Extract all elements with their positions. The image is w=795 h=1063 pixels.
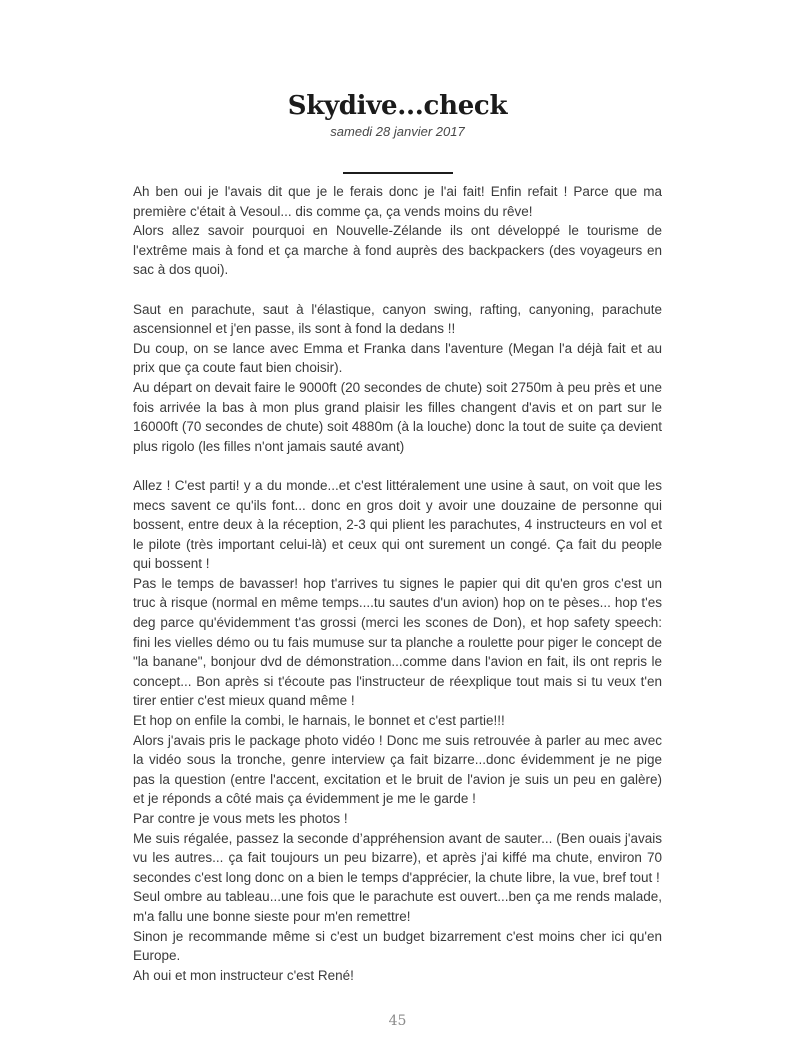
paragraph: Saut en parachute, saut à l'élastique, canyon swing, rafting, canyoning, parachute ascensionnel et j'en passe, ils sont à fond la dedans !! (133, 301, 662, 337)
article-body (133, 182, 662, 985)
paragraph: Me suis régalée, passez la seconde d’appréhension avant de sauter... (Ben ouais j'avais vu les autres... ça fait toujours un peu bizarre), et après j'ai kiffé ma chute, environ 70 secondes c'est long donc on a bien le temps d'apprécier, la chute libre, la vue, bref tout ! (133, 830, 662, 885)
paragraph: Par contre je vous mets les photos ! (133, 811, 348, 826)
paragraph: Ah ben oui je l'avais dit que je le ferais donc je l'ai fait! Enfin refait ! Parce que ma première c'était à Vesoul... dis comme ça, ça vends moins du rêve! (133, 184, 662, 219)
text-block (133, 476, 662, 985)
page-title: Skydive...check (287, 91, 508, 121)
paragraph: Alors j'avais pris le package photo vidéo ! Donc me suis retrouvée à parler au mec avec la vidéo sous la tronche, genre interview ça fait bizarre...donc évidemment je ne pige pas la question (entre l'accent, excitation et le bruit de l'avion je suis un peu en galère) et je réponds a côté mais ça évidemment je me le garde ! (133, 732, 662, 807)
page-footer (0, 1013, 795, 1029)
paragraph: Ah oui et mon instructeur c'est René! (133, 967, 354, 983)
paragraph: Sinon je recommande même si c'est un budget bizarrement c'est moins cher ici qu'en Europe. (133, 928, 662, 964)
post-date: samedi 28 janvier 2017 (330, 124, 465, 139)
paragraph: Alors allez savoir pourquoi en Nouvelle-Zélande ils ont développé le tourisme de l'extrême mais à fond et ça marche à fond auprès des backpackers (des voyageurs en sac à dos quoi). (133, 223, 662, 278)
text-block (133, 182, 662, 280)
paragraph: Et hop on enfile la combi, le harnais, le bonnet et c'est partie!!! (133, 713, 505, 729)
paragraph: Pas le temps de bavasser! hop t'arrives tu signes le papier qui dit qu'en gros c'est un truc à risque (normal en même temps....tu sautes d'un avion) hop on te pèses... hop t'es deg parce qu'évidemment t'as grossi (merci les scones de Don), et hop safety speech: fini les vielles démo ou tu fais mumuse sur ta planche a roulette pour piger le concept de "la banane", bonjour dvd de démonstration...comme dans l'avion en fait, ils ont repris le concept... Bon après si t'écoute pas l'instructeur de réexplique tout mais si tu veux t'en tirer entier c'est mieux quand même ! (133, 575, 662, 709)
page-header (0, 0, 795, 174)
paragraph: Du coup, on se lance avec Emma et Franka dans l'aventure (Megan l'a déjà fait et au prix que ça coute faut bien choisir). (133, 340, 662, 376)
paragraph: Au départ on devait faire le 9000ft (20 secondes de chute) soit 2750m à peu près et une fois arrivée la bas à mon plus grand plaisir les filles changent d'avis et on part sur le 16000ft (70 secondes de chute) soit 4880m (à la louche) donc la tout de suite ça devient plus rigolo (les filles n'ont jamais sauté avant) (133, 379, 662, 454)
paragraph: Allez ! C'est parti! y a du monde...et c'est littéralement une usine à saut, on voit que les mecs savent ce qu'ils font... donc en gros doit y avoir une douzaine de personne qui bossent, entre deux à la réception, 2-3 qui plient les parachutes, 4 instructeurs en vol et le pilote (très important celui-là) et ceux qui ont surement un congé. Ça fait du people qui bossent ! (133, 477, 662, 572)
page-number: 45 (388, 1013, 407, 1029)
paragraph: Seul ombre au tableau...une fois que le parachute est ouvert...ben ça me rends malade, m'a fallu une bonne sieste pour m'en remettre! (133, 889, 662, 924)
header-divider (343, 172, 453, 174)
text-block (133, 300, 662, 457)
